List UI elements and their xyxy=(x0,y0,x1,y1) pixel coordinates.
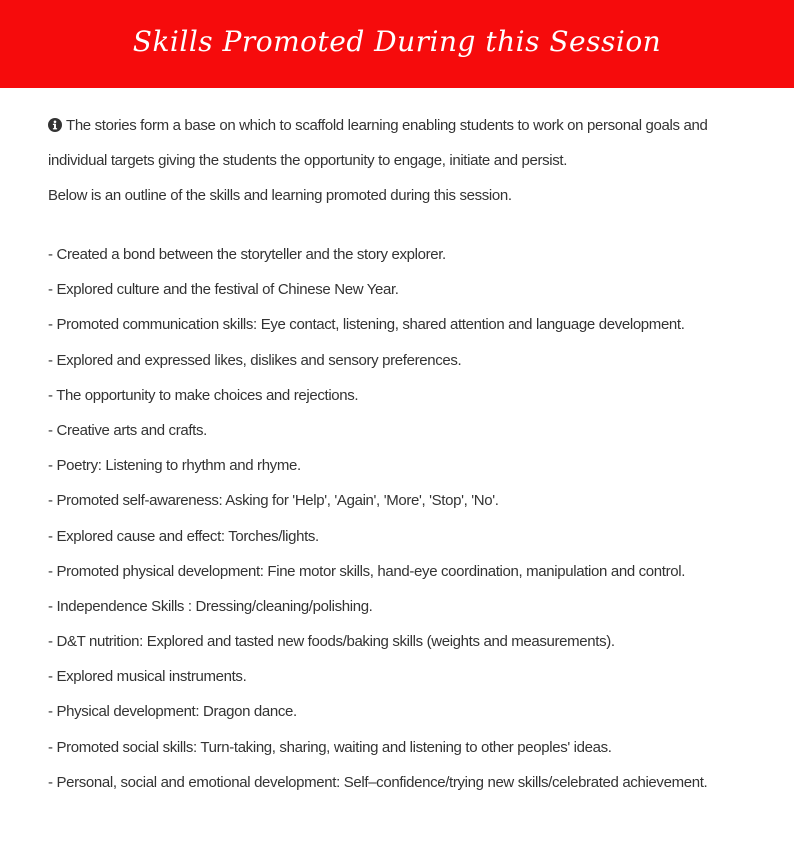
list-item: - Promoted communication skills: Eye contact, listening, shared attention and language development. xyxy=(48,316,685,334)
list-item: - Independence Skills : Dressing/cleaning/polishing. xyxy=(48,597,373,615)
list-item: - The opportunity to make choices and rejections. xyxy=(48,386,359,404)
list-item: - Promoted social skills: Turn-taking, sharing, waiting and listening to other peoples' ideas. xyxy=(48,738,612,756)
list-item: - Created a bond between the storyteller and the story explorer. xyxy=(48,246,446,263)
skills-list xyxy=(48,241,748,804)
list-item: - Explored culture and the festival of Chinese New Year. xyxy=(48,281,399,299)
intro-line-1 xyxy=(48,112,748,147)
list-item: - Promoted self-awareness: Asking for 'Help', 'Again', 'More', 'Stop', 'No'. xyxy=(48,492,499,510)
info-circle-icon xyxy=(48,118,62,132)
list-item: - Creative arts and crafts. xyxy=(48,421,207,439)
intro-line-3: Below is an outline of the skills and learning promoted during this session. xyxy=(48,187,512,204)
intro-line-2: individual targets giving the students the opportunity to engage, initiate and persist. xyxy=(48,152,568,169)
list-item: - Promoted physical development: Fine motor skills, hand-eye coordination, manipulation and control. xyxy=(48,562,686,580)
page-title: Skills Promoted During this Session xyxy=(132,24,662,58)
list-item: - Explored musical instruments. xyxy=(48,668,247,686)
page-header xyxy=(0,0,794,88)
list-item: - Personal, social and emotional development: Self–confidence/trying new skills/celebrated achievement. xyxy=(48,773,708,791)
list-item: - Explored cause and effect: Torches/lights. xyxy=(48,527,319,545)
list-item: - Poetry: Listening to rhythm and rhyme. xyxy=(48,457,301,475)
list-item: - Explored and expressed likes, dislikes and sensory preferences. xyxy=(48,351,462,369)
list-item: - D&T nutrition: Explored and tasted new foods/baking skills (weights and measurements). xyxy=(48,633,615,651)
list-item: - Physical development: Dragon dance. xyxy=(48,703,297,721)
main-content xyxy=(48,112,748,819)
intro-text-1: The stories form a base on which to scaffold learning enabling students to work on personal goals and xyxy=(66,117,708,134)
